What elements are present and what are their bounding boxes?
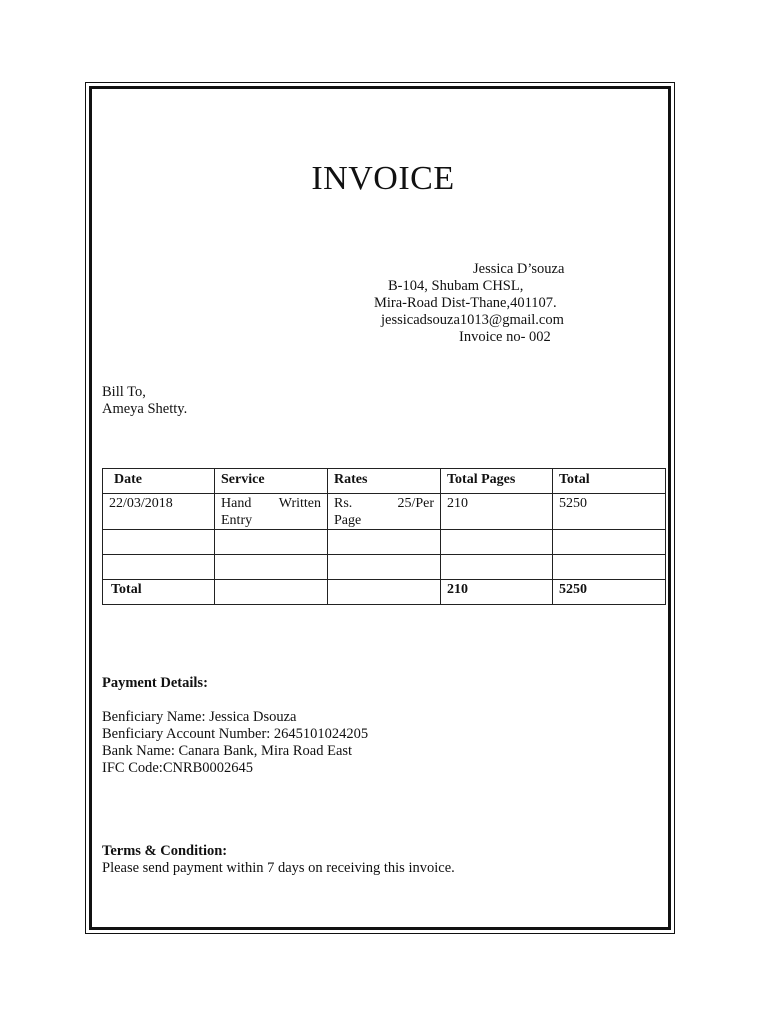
sender-email: jessicadsouza1013@gmail.com bbox=[381, 312, 564, 328]
sender-address-line2: Mira-Road Dist-Thane,401107. bbox=[374, 295, 557, 311]
ifc-code: IFC Code:CNRB0002645 bbox=[102, 760, 254, 776]
header-date: Date bbox=[103, 469, 215, 494]
table-total-row bbox=[103, 580, 666, 605]
beneficiary-name: Benficiary Name: Jessica Dsouza bbox=[102, 709, 297, 725]
terms-heading: Terms & Condition: bbox=[102, 843, 228, 859]
terms-text: Please send payment within 7 days on receiving this invoice. bbox=[102, 860, 455, 876]
header-service: Service bbox=[215, 469, 328, 494]
cell-total: 5250 bbox=[553, 494, 666, 530]
invoice-title: INVOICE bbox=[311, 160, 455, 197]
cell-rate-word3: Page bbox=[334, 513, 362, 528]
sender-name: Jessica D’souza bbox=[473, 261, 565, 277]
bank-name: Bank Name: Canara Bank, Mira Road East bbox=[102, 743, 353, 759]
cell-pages: 210 bbox=[441, 494, 553, 530]
invoice-number: Invoice no- 002 bbox=[459, 329, 551, 345]
header-total: Total bbox=[553, 469, 666, 494]
table-header-row bbox=[103, 469, 666, 494]
bill-to-name: Ameya Shetty. bbox=[102, 401, 188, 417]
table-row bbox=[103, 494, 666, 530]
cell-service-word3: Entry bbox=[221, 513, 253, 528]
beneficiary-account: Benficiary Account Number: 2645101024205 bbox=[102, 726, 369, 742]
header-total-pages: Total Pages bbox=[441, 469, 553, 494]
payment-heading: Payment Details: bbox=[102, 675, 208, 691]
terms-section bbox=[102, 843, 455, 877]
total-pages: 210 bbox=[441, 580, 553, 605]
cell-date: 22/03/2018 bbox=[103, 494, 215, 530]
payment-details bbox=[102, 675, 368, 777]
cell-service-word1: Hand bbox=[221, 496, 252, 511]
cell-rate-word2: 25/Per bbox=[397, 496, 434, 511]
table-row-empty bbox=[103, 530, 666, 555]
cell-service bbox=[215, 494, 328, 530]
header-rates: Rates bbox=[328, 469, 441, 494]
cell-rate-word1: Rs. bbox=[334, 496, 353, 511]
grand-total: 5250 bbox=[553, 580, 666, 605]
table-row-empty bbox=[103, 555, 666, 580]
cell-rate bbox=[328, 494, 441, 530]
total-label: Total bbox=[103, 580, 215, 605]
sender-address-line1: B-104, Shubam CHSL, bbox=[388, 278, 524, 294]
cell-service-word2: Written bbox=[278, 496, 321, 511]
bill-to-label: Bill To, bbox=[102, 384, 146, 400]
invoice-table bbox=[102, 468, 666, 605]
